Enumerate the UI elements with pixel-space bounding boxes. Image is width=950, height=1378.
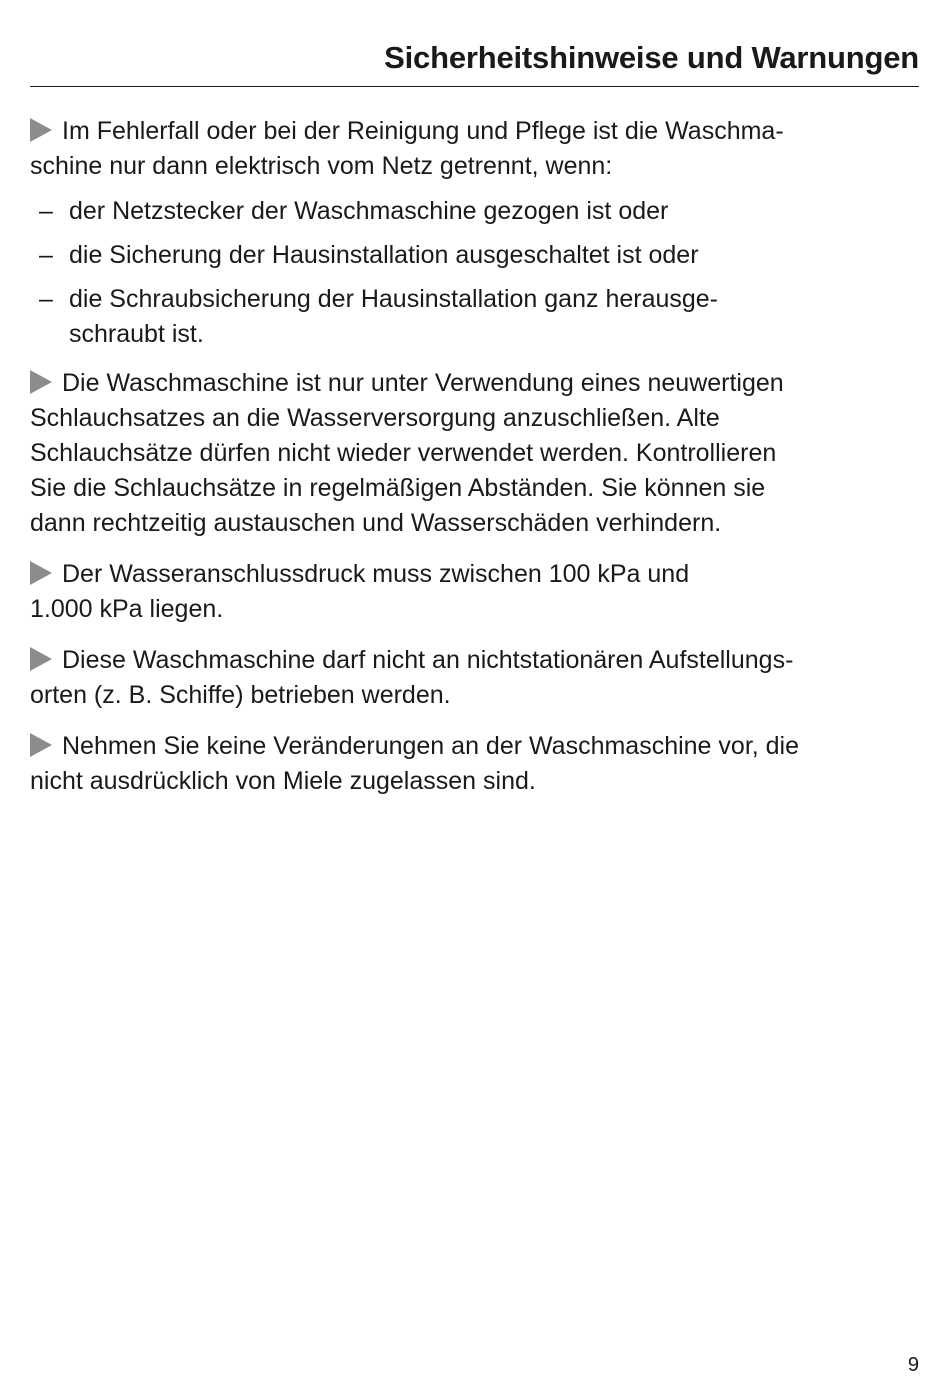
page-number: 9 [907, 1354, 919, 1376]
safety-note [30, 643, 916, 713]
bullet-list [30, 194, 916, 352]
triangle-arrow-icon [30, 561, 52, 585]
triangle-arrow-icon [30, 370, 52, 394]
triangle-arrow-icon [30, 118, 52, 142]
page-title: Sicherheitshinweise und Warnungen [384, 40, 919, 75]
note-text: Nehmen Sie keine Veränderungen an der Waschmaschine vor, die [62, 732, 800, 760]
page-header [30, 36, 919, 87]
dash-marker: – [39, 197, 53, 225]
note-text: Diese Waschmaschine darf nicht an nichtstationären Aufstellungs- [62, 646, 794, 674]
note-text: Schlauchsätze dürfen nicht wieder verwendet werden. Kontrollieren [30, 439, 777, 467]
dash-marker: – [39, 241, 53, 269]
note-text: dann rechtzeitig austauschen und Wasserschäden verhindern. [30, 509, 722, 537]
note-text: 1.000 kPa liegen. [30, 595, 224, 623]
triangle-arrow-icon [30, 647, 52, 671]
list-item-text: die Schraubsicherung der Hausinstallation ganz herausge- [69, 285, 719, 313]
list-item-text: schraubt ist. [69, 320, 204, 348]
note-text: Im Fehlerfall oder bei der Reinigung und Pflege ist die Waschma- [62, 117, 784, 145]
list-item [30, 194, 916, 229]
list-item [30, 238, 916, 273]
list-item-text: die Sicherung der Hausinstallation ausgeschaltet ist oder [69, 241, 699, 269]
dash-marker: – [39, 285, 53, 313]
safety-note [30, 557, 916, 627]
list-item-text: der Netzstecker der Waschmaschine gezogen ist oder [69, 197, 669, 225]
note-text: orten (z. B. Schiffe) betrieben werden. [30, 681, 451, 709]
note-text: schine nur dann elektrisch vom Netz getrennt, wenn: [30, 152, 613, 180]
safety-note [30, 114, 916, 184]
note-text: Die Waschmaschine ist nur unter Verwendung eines neuwertigen [62, 369, 784, 397]
list-item [30, 282, 916, 352]
note-text: Sie die Schlauchsätze in regelmäßigen Abständen. Sie können sie [30, 474, 766, 502]
safety-notes [30, 114, 916, 815]
safety-note [30, 729, 916, 799]
note-text: Schlauchsatzes an die Wasserversorgung anzuschließen. Alte [30, 404, 720, 432]
note-text: nicht ausdrücklich von Miele zugelassen sind. [30, 767, 536, 795]
safety-note [30, 366, 916, 541]
triangle-arrow-icon [30, 733, 52, 757]
note-text: Der Wasseranschlussdruck muss zwischen 100 kPa und [62, 560, 690, 588]
